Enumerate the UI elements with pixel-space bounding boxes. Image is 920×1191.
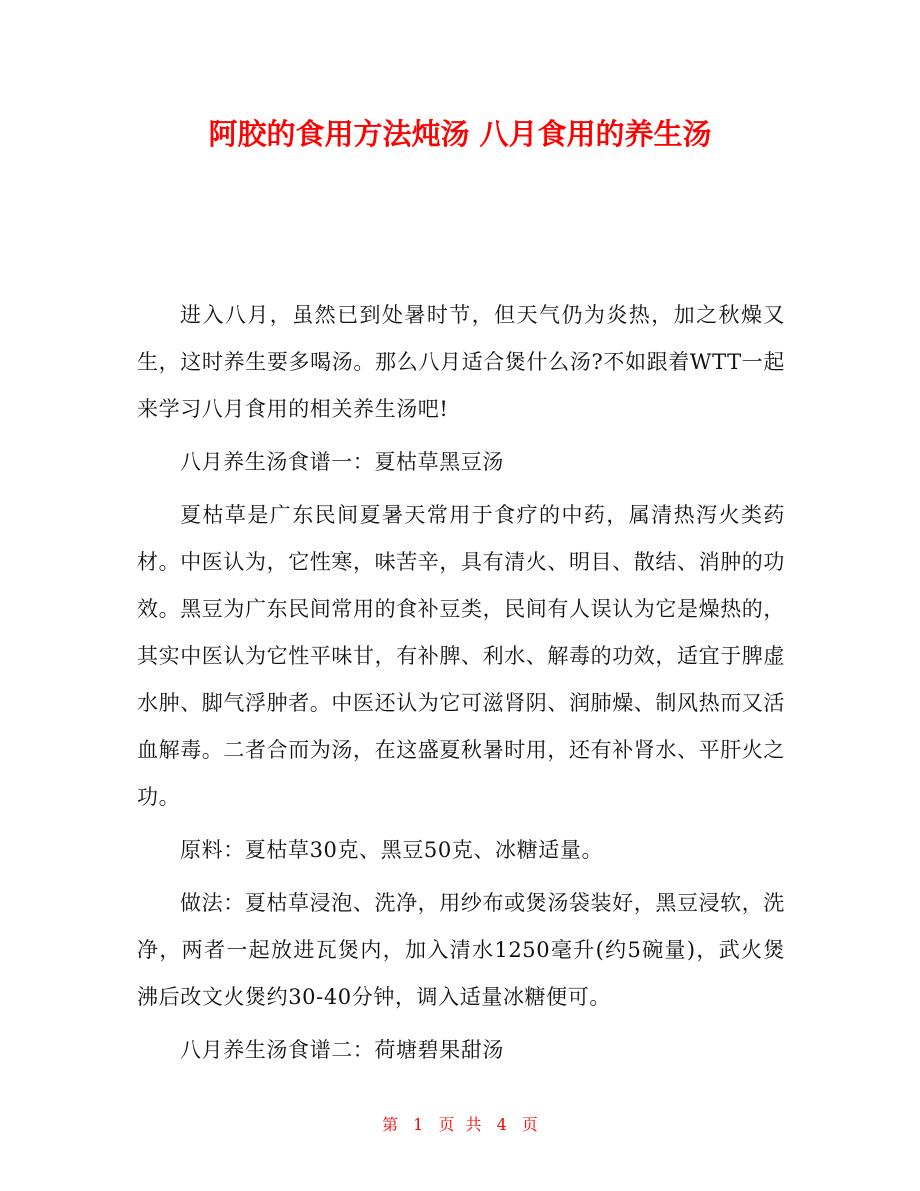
recipe-one-ingredients: 原料：夏枯草30克、黑豆50克、冰糖适量。 — [180, 838, 604, 862]
page-label-mid: 页 共 — [438, 1115, 482, 1134]
page-footer — [0, 1111, 920, 1139]
document-body — [137, 292, 785, 1080]
recipe-one-heading: 八月养生汤食谱一：夏枯草黑豆汤 — [180, 450, 504, 474]
recipe-two-heading: 八月养生汤食谱二：荷塘碧果甜汤 — [180, 1038, 504, 1062]
page-label-suffix: 页 — [521, 1115, 538, 1134]
current-page-number: 1 — [413, 1115, 424, 1134]
document-title: 阿胶的食用方法炖汤 八月食用的养生汤 — [208, 117, 712, 151]
intro-paragraph: 进入八月，虽然已到处暑时节，但天气仍为炎热，加之秋燥又生，这时养生要多喝汤。那么八月适合煲什么汤?不如跟着WTT一起来学习八月食用的相关养生汤吧! — [137, 303, 785, 421]
recipe-one-method: 做法：夏枯草浸泡、洗净，用纱布或煲汤袋装好，黑豆浸软，洗净，两者一起放进瓦煲内，加入清水1250毫升(约5碗量)，武火煲沸后改文火煲约30-40分钟，调入适量冰糖便可。 — [137, 891, 785, 1009]
total-pages-number: 4 — [496, 1115, 507, 1134]
recipe-one-description: 夏枯草是广东民间夏暑天常用于食疗的中药，属清热泻火类药材。中医认为，它性寒，味苦辛，具有清火、明目、散结、消肿的功效。黑豆为广东民间常用的食补豆类，民间有人误认为它是燥热的，其实中医认为它性平味甘，有补脾、利水、解毒的功效，适宜于脾虚水肿、脚气浮肿者。中医还认为它可滋肾阴、润肺燥、制风热而又活血解毒。二者合而为汤，在这盛夏秋暑时用，还有补肾水、平肝火之功。 — [137, 503, 785, 809]
page-label-prefix: 第 — [382, 1115, 399, 1134]
